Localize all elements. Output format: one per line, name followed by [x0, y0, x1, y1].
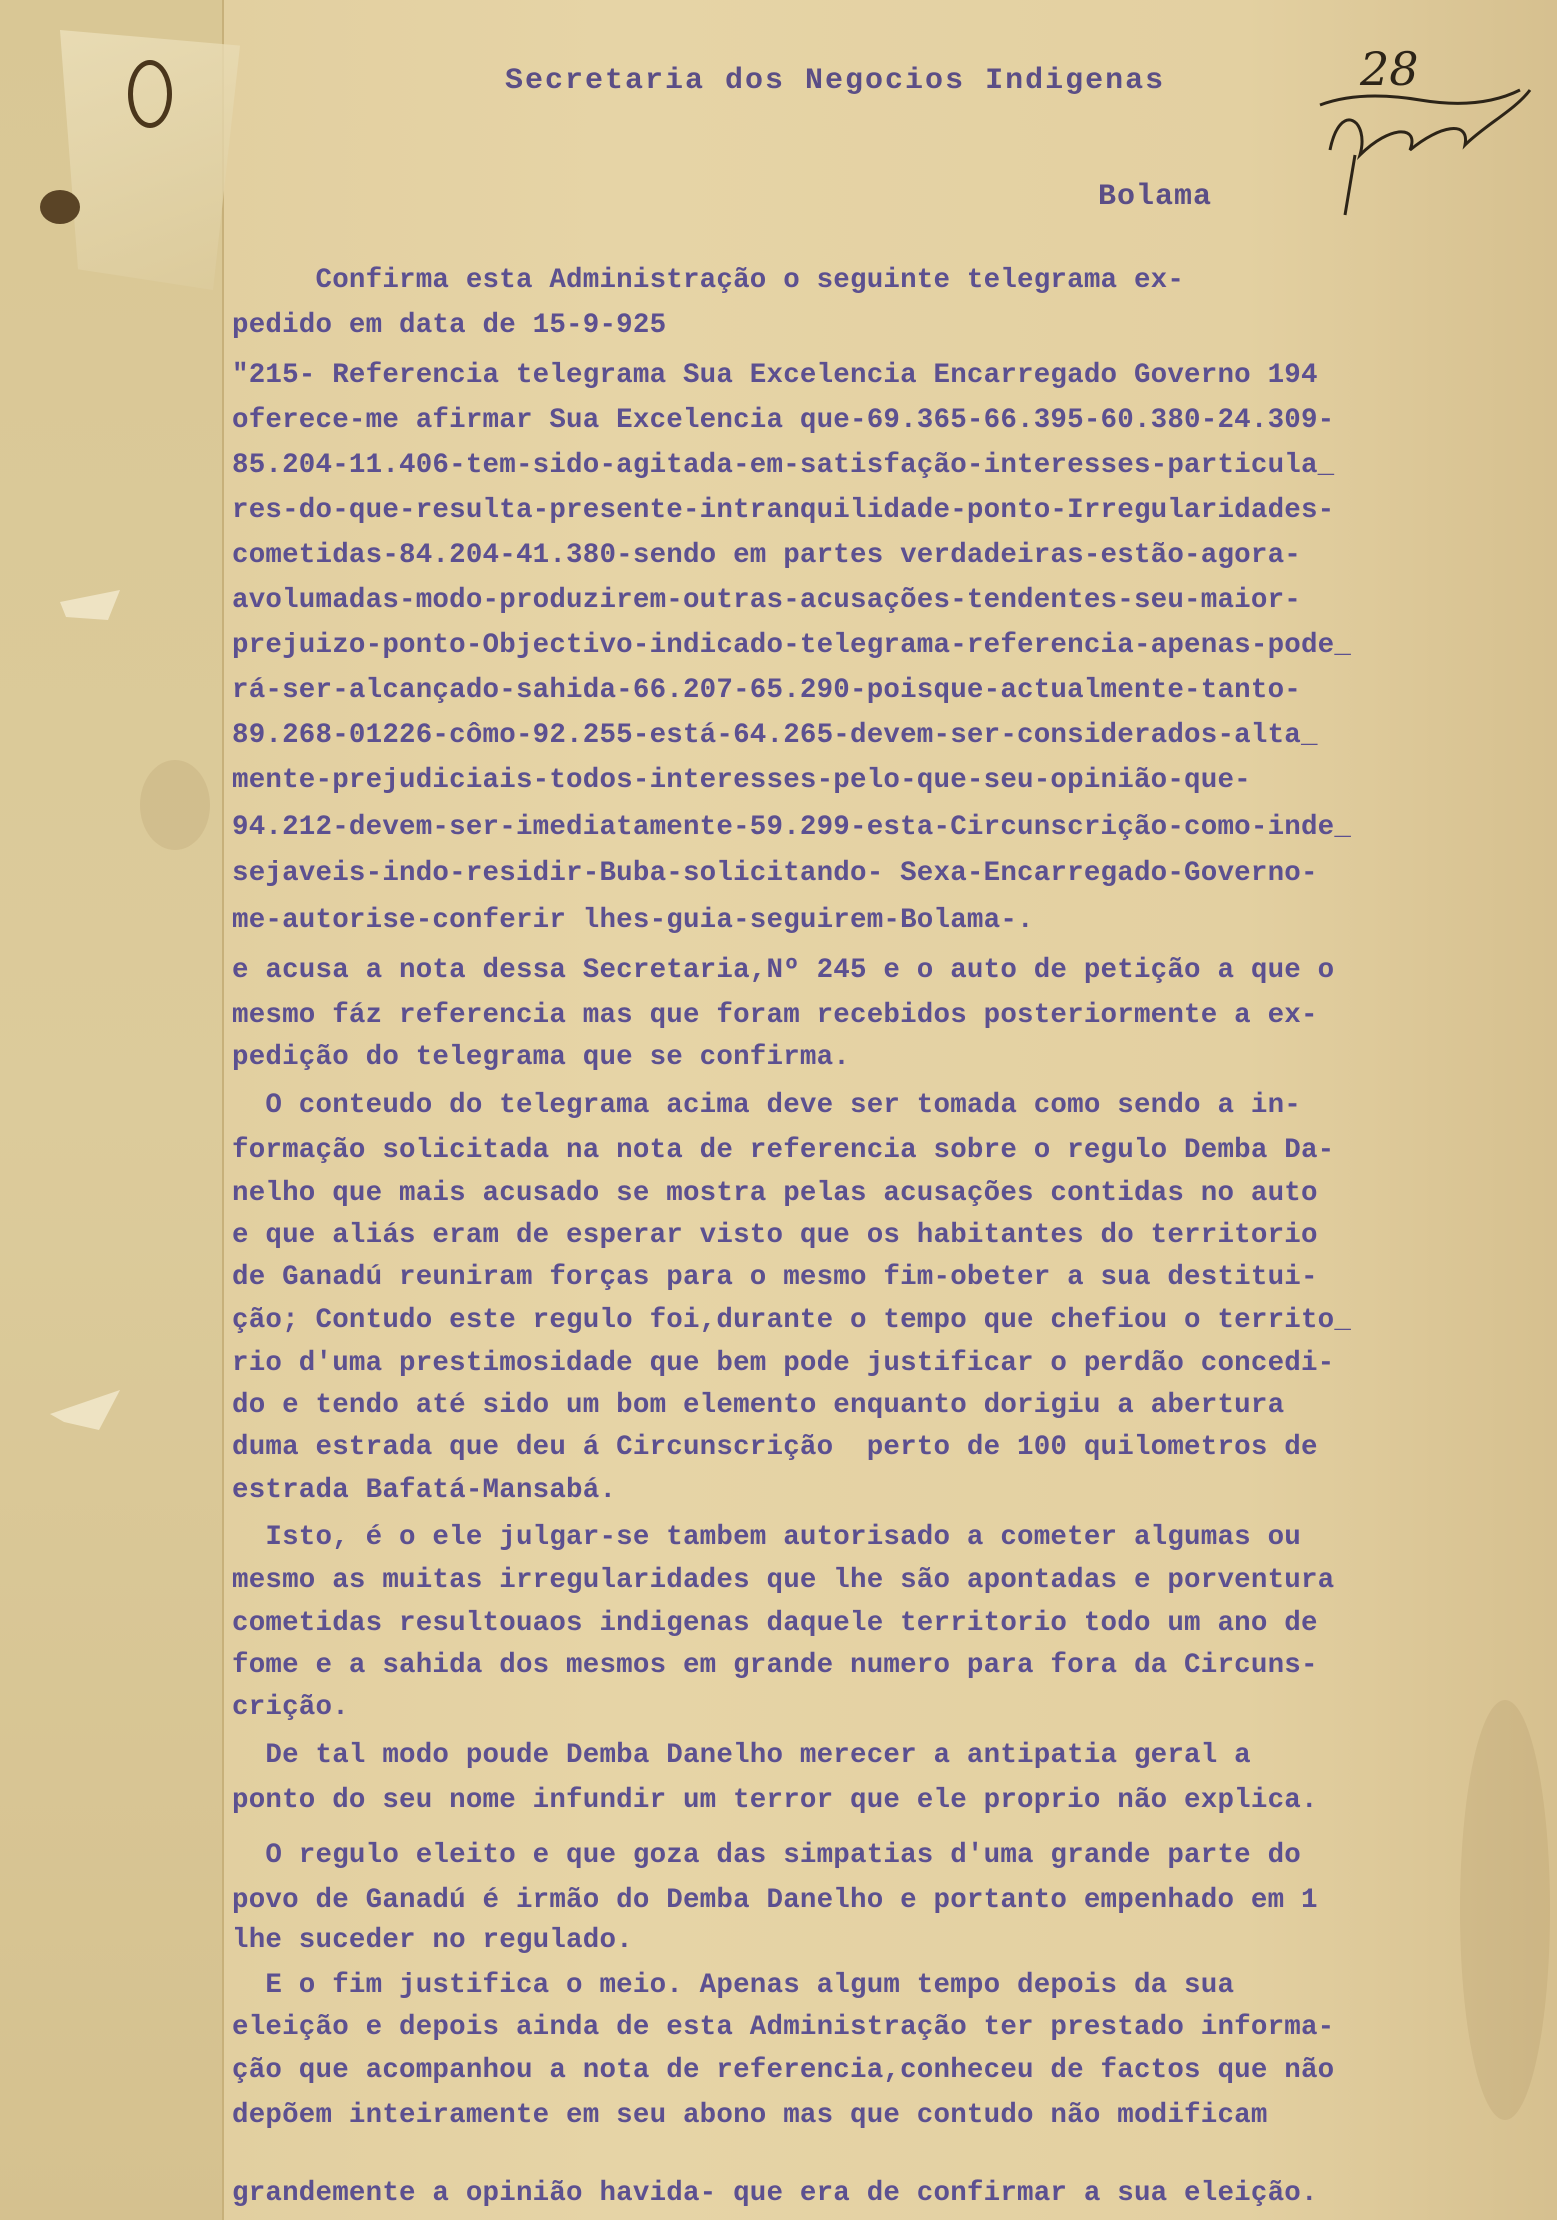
- text-line: 89.268-01226-cômo-92.255-está-64.265-devem-ser-considerados-alta_: [232, 720, 1318, 751]
- text-line: eleição e depois ainda de esta Administração ter prestado informa-: [232, 2012, 1335, 2043]
- text-line: duma estrada que deu á Circunscrição perto de 100 quilometros de: [232, 1432, 1318, 1463]
- text-line: povo de Ganadú é irmão do Demba Danelho e portanto empenhado em 1: [232, 1885, 1318, 1916]
- text-line: ção; Contudo este regulo foi,durante o tempo que chefiou o territo_: [232, 1305, 1352, 1336]
- text-line: do e tendo até sido um bom elemento enquanto dorigiu a abertura: [232, 1390, 1285, 1421]
- text-line: rá-ser-alcançado-sahida-66.207-65.290-poisque-actualmente-tanto-: [232, 675, 1301, 706]
- text-line: ponto do seu nome infundir um terror que ele proprio não explica.: [232, 1785, 1318, 1816]
- text-line: cometidas-84.204-41.380-sendo em partes verdadeiras-estão-agora-: [232, 540, 1301, 571]
- punch-hole: [128, 60, 172, 128]
- text-line: pedido em data de 15-9-925: [232, 310, 667, 341]
- text-line: de Ganadú reuniram forças para o mesmo fim-obeter a sua destitui-: [232, 1262, 1318, 1293]
- handwritten-signature: [1300, 30, 1540, 220]
- punch-hole: [40, 190, 80, 224]
- text-line: res-do-que-resulta-presente-intranquilidade-ponto-Irregularidades-: [232, 495, 1335, 526]
- text-line: formação solicitada na nota de referencia sobre o regulo Demba Da-: [232, 1135, 1335, 1166]
- text-line: avolumadas-modo-produzirem-outras-acusações-tendentes-seu-maior-: [232, 585, 1301, 616]
- text-line: e que aliás eram de esperar visto que os habitantes do territorio: [232, 1220, 1318, 1251]
- text-line: mesmo as muitas irregularidades que lhe são apontadas e porventura: [232, 1565, 1335, 1596]
- text-line: 85.204-11.406-tem-sido-agitada-em-satisfação-interesses-particula_: [232, 450, 1335, 481]
- text-line: 94.212-devem-ser-imediatamente-59.299-esta-Circunscrição-como-inde_: [232, 812, 1352, 843]
- text-line: E o fim justifica o meio. Apenas algum tempo depois da sua: [232, 1970, 1235, 2001]
- text-line: e acusa a nota dessa Secretaria,Nº 245 e o auto de petição a que o: [232, 955, 1335, 986]
- text-line: De tal modo poude Demba Danelho merecer a antipatia geral a: [232, 1740, 1251, 1771]
- text-line: grandemente a opinião havida- que era de confirmar a sua eleição.: [232, 2178, 1318, 2209]
- office-header: Secretaria dos Negocios Indigenas: [505, 64, 1166, 98]
- text-line: O regulo eleito e que goza das simpatias d'uma grande parte do: [232, 1840, 1301, 1871]
- text-line: estrada Bafatá-Mansabá.: [232, 1475, 617, 1506]
- text-line: me-autorise-conferir lhes-guia-seguirem-Bolama-.: [232, 905, 1034, 936]
- text-line: Confirma esta Administração o seguinte telegrama ex-: [232, 265, 1185, 296]
- text-line: crição.: [232, 1692, 349, 1723]
- text-line: lhe suceder no regulado.: [232, 1925, 633, 1956]
- text-line: O conteudo do telegrama acima deve ser tomada como sendo a in-: [232, 1090, 1301, 1121]
- paper-margin-strip: [0, 0, 224, 2220]
- text-line: Isto, é o ele julgar-se tambem autorisado a cometer algumas ou: [232, 1522, 1301, 1553]
- text-line: nelho que mais acusado se mostra pelas acusações contidas no auto: [232, 1178, 1318, 1209]
- place-header: Bolama: [1098, 180, 1213, 214]
- text-line: rio d'uma prestimosidade que bem pode justificar o perdão concedi-: [232, 1348, 1335, 1379]
- text-line: depõem inteiramente em seu abono mas que contudo não modificam: [232, 2100, 1268, 2131]
- text-line: prejuizo-ponto-Objectivo-indicado-telegrama-referencia-apenas-pode_: [232, 630, 1352, 661]
- text-line: pedição do telegrama que se confirma.: [232, 1042, 850, 1073]
- text-line: oferece-me afirmar Sua Excelencia que-69.365-66.395-60.380-24.309-: [232, 405, 1335, 436]
- paper-stain: [1460, 1700, 1550, 2120]
- text-line: mesmo fáz referencia mas que foram recebidos posteriormente a ex-: [232, 1000, 1318, 1031]
- paper-stain: [140, 760, 210, 850]
- text-line: fome e a sahida dos mesmos em grande numero para fora da Circuns-: [232, 1650, 1318, 1681]
- text-line: "215- Referencia telegrama Sua Excelencia Encarregado Governo 194: [232, 360, 1318, 391]
- text-line: cometidas resultouaos indigenas daquele territorio todo um ano de: [232, 1608, 1318, 1639]
- page-number: 28: [1360, 42, 1419, 96]
- text-line: mente-prejudiciais-todos-interesses-pelo-que-seu-opinião-que-: [232, 765, 1251, 796]
- text-line: ção que acompanhou a nota de referencia,conheceu de factos que não: [232, 2055, 1335, 2086]
- text-line: sejaveis-indo-residir-Buba-solicitando- Sexa-Encarregado-Governo-: [232, 858, 1318, 889]
